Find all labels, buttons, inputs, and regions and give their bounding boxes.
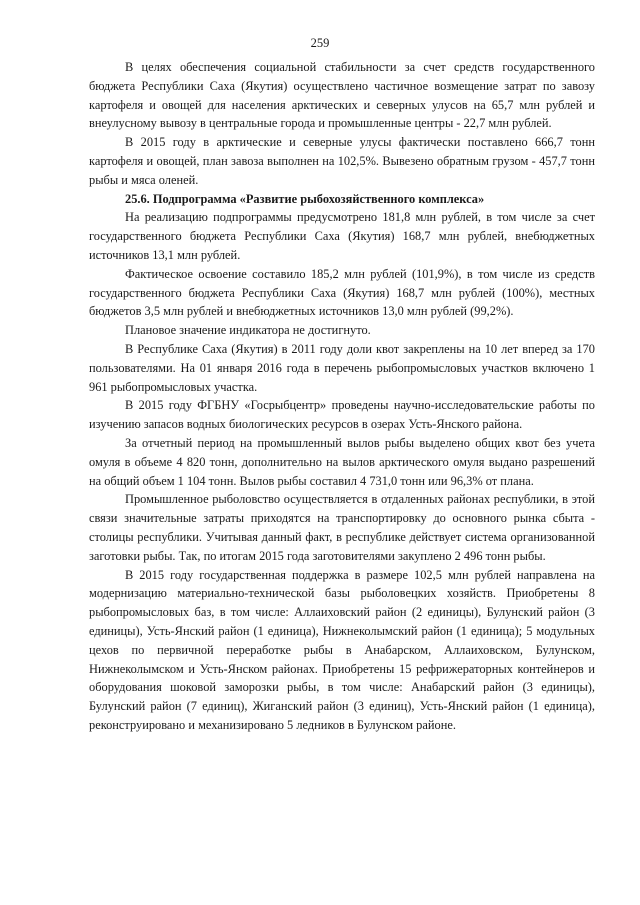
paragraph-industrial-fishing: Промышленное рыболовство осуществляется в отдаленных районах республики, в этой связи значительные затраты приходятся на транспортировку до основного рынка сбыта - столицы республики. Учитывая данный факт, в республике действует система организованной заготовки рыбы. Так, по итогам 2015 года заготовителями закуплено 2 496 тонн рыбы. <box>89 492 595 563</box>
paragraph-state-support: В 2015 году государственная поддержка в размере 102,5 млн рублей направлена на модернизацию материально-технической базы рыболовецких хозяйств. Приобретены 8 рыбопромысловых баз, в том числе: Аллаиховский район (2 единицы), Булунский район (3 единицы), Усть-Янский район (1 единица), Нижнеколымский район (1 единица); 5 модульных цехов по первичной переработке рыбы в Анабарском, Аллаиховском, Булунском, Нижнеколымском и Усть-Янском районах. Приобретены 15 рефрижераторных контейнеров и оборудования шоковой заморозки рыбы, в том числе: Анабарский район (3 единицы), Булунский район (7 единиц), Жиганский район (3 единиц), Усть-Янский район (1 единица), реконструировано и механизировано 5 ледников в Булунском районе. <box>89 567 595 732</box>
paragraph-planned-funding: На реализацию подпрограммы предусмотрено 181,8 млн рублей, в том числе за счет государственного бюджета Республики Саха (Якутия) 168,7 млн рублей, внебюджетных источников 13,1 млн рублей. <box>89 210 595 262</box>
paragraph-actual-spending: Фактическое освоение составило 185,2 млн рублей (101,9%), в том числе из средств государственного бюджета Республики Саха (Якутия) 168,7 млн рублей (100%), местных бюджетов 3,5 млн рублей и внебюджетных источников 13,0 млн рублей (99,2%). <box>89 266 595 319</box>
document-body <box>89 58 595 735</box>
paragraph-subsidy-delivery: В целях обеспечения социальной стабильности за счет средств государственного бюджета Республики Саха (Якутия) осуществлено частичное возмещение затрат по завозу картофеля и овощей для населения арктических и северных улусов на 65,7 млн рублей и внеулусному вывозу в центральные города и промышленные центры - 22,7 млн рублей. <box>89 60 595 131</box>
paragraph-research-works: В 2015 году ФГБНУ «Госрыбцентр» проведены научно-исследовательские работы по изучению запасов водных биологических ресурсов в озерах Усть-Янского района. <box>89 398 595 432</box>
section-heading-fishery-subprogram: 25.6. Подпрограмма «Развитие рыбохозяйственного комплекса» <box>125 191 485 206</box>
page-number: 259 <box>310 36 330 50</box>
paragraph-catch-quotas: За отчетный период на промышленный вылов рыбы выделено общих квот без учета омуля в объеме 4 820 тонн, дополнительно на вылов арктического омуля выдано разрешений на общий объем 1 104 тонн. Вылов рыбы составил 4 731,0 тонн или 96,3% от плана. <box>89 435 595 488</box>
paragraph-quota-allocation: В Республике Саха (Якутия) в 2011 году доли квот закреплены на 10 лет вперед за 170 пользователями. На 01 января 2016 года в перечень рыбопромысловых участков включено 1 961 рыбопромысловых участка. <box>89 341 595 394</box>
paragraph-indicator-status: Плановое значение индикатора не достигнуто. <box>125 323 371 338</box>
paragraph-2015-deliveries: В 2015 году в арктические и северные улусы фактически поставлено 666,7 тонн картофеля и овощей, план завоза выполнен на 102,5%. Вывезено обратным грузом - 457,7 тонн рыбы и мяса оленей. <box>89 135 595 187</box>
